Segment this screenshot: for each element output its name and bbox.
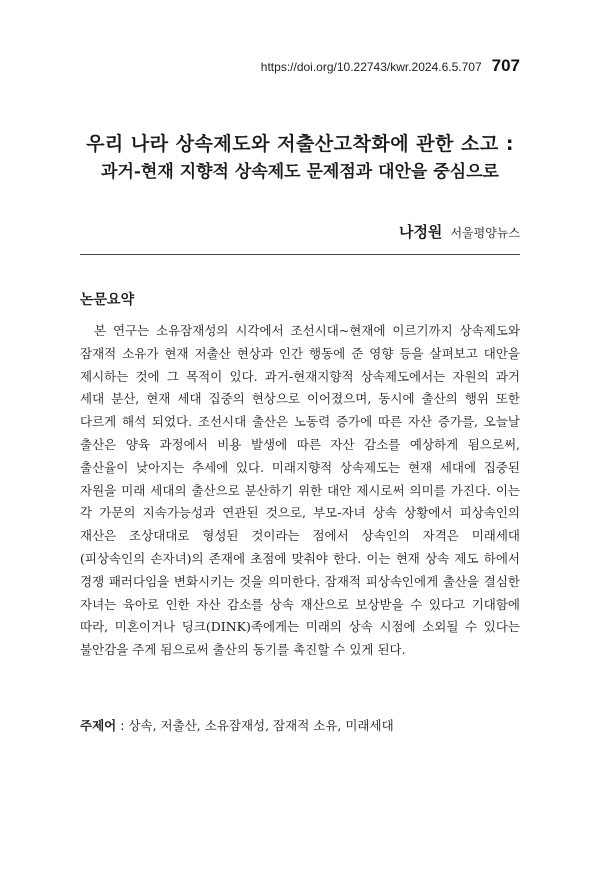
author-line: [399, 221, 520, 242]
paper-subtitle: 과거-현재 지향적 상속제도 문제점과 대안을 중심으로: [101, 162, 499, 182]
abstract-heading: 논문요약: [80, 292, 135, 308]
page-header: [261, 56, 520, 76]
keywords-line: [80, 716, 520, 734]
author-affiliation: 서울평양뉴스: [450, 226, 520, 240]
doi-link[interactable]: https://doi.org/10.22743/kwr.2024.6.5.707: [260, 60, 482, 74]
page-number: 707: [491, 56, 520, 75]
keywords-separator: :: [120, 718, 125, 733]
paper-title: 우리 나라 상속제도와 저출산고착화에 관한 소고 :: [86, 133, 514, 155]
author-name: 나정원: [398, 223, 443, 241]
keywords-values: 상속, 저출산, 소유잠재성, 잠재적 소유, 미래세대: [128, 718, 394, 733]
keywords-label: 주제어: [80, 718, 117, 733]
title-divider: [80, 254, 520, 255]
abstract-body: 본 연구는 소유잠재성의 시각에서 조선시대~현재에 이르기까지 상속제도와 잠재적 소유가 현재 저출산 현상과 인간 행동에 준 영향 등을 살펴보고 대안을 제시하는 것에 그 목적이 있다. 과거-현재지향적 상속제도에서는 자원의 과거 세대 분산, 현재 세대 집중의 현상으로 이어졌으며, 동시에 출산의 행위 또한 다르게 해석 되었다. 조선시대 출산은 노동력 증가에 따른 자산 증가를, 오늘날 출산은 양육 과정에서 비용 발생에 따른 자산 감소를 예상하게 됨으로써, 출산율이 낮아지는 추세에 있다. 미래지향적 상속제도는 현재 세대에 집중된 자원을 미래 세대의 출산으로 분산하기 위한 대안 제시로써 의미를 가진다. 이는 각 가문의 지속가능성과 연관된 것으로, 부모-자녀 상속 상황에서 피상속인의 재산은 조상대대로 형성된 것이라는 점에서 상속인의 자격은 미래세대(피상속인의 손자녀)의 존재에 초점에 맞춰야 한다. 이는 현재 상속 제도 하에서 경쟁 패러다임을 변화시키는 것을 의미한다. 잠재적 피상속인에게 출산을 결심한 자녀는 육아로 인한 자산 감소를 상속 재산으로 보상받을 수 있다고 기대함에 따라, 미혼이거나 딩크(DINK)족에게는 미래의 상속 시점에 소외될 수 있다는 불안감을 주게 됨으로써 출산의 동기를 촉진할 수 있게 된다.: [80, 323, 520, 658]
